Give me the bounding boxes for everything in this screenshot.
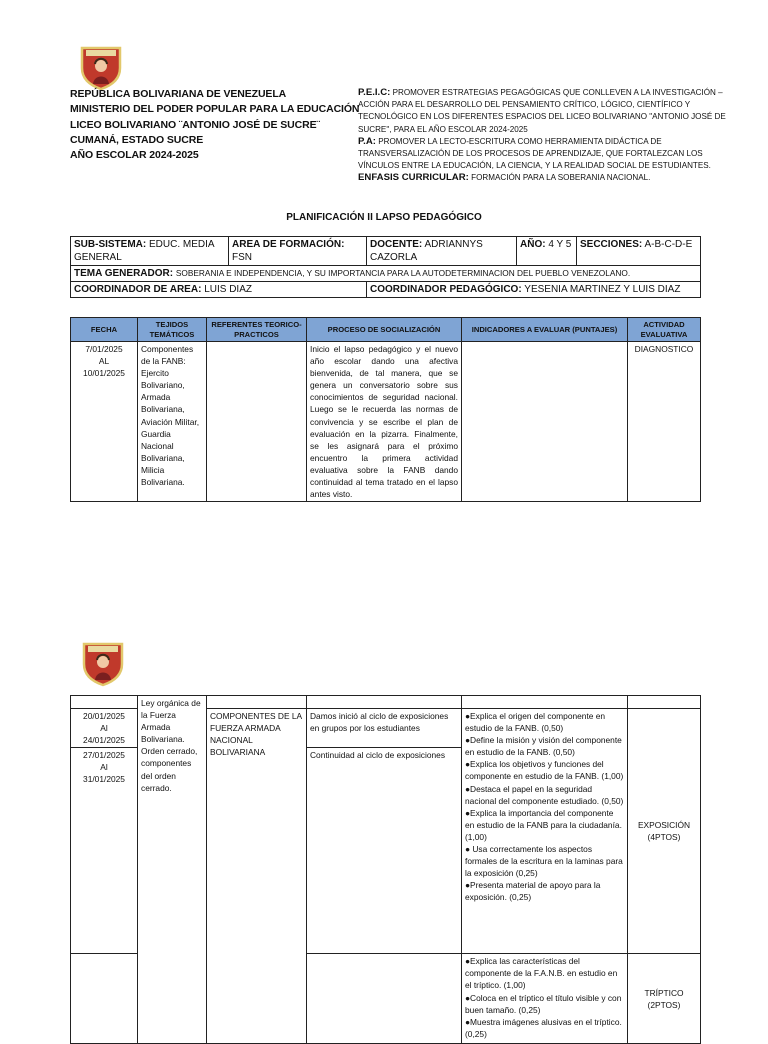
planning-table-continued bbox=[70, 695, 701, 1044]
referentes-cell: COMPONENTES DE LA FUERZA ARMADA NACIONAL BOLIVARIANA bbox=[207, 709, 307, 1044]
anio-cell: AÑO: 4 Y 5 bbox=[517, 237, 577, 266]
area-cell: AREA DE FORMACIÓN: FSN bbox=[229, 237, 367, 266]
pa-text: PROMOVER LA LECTO-ESCRITURA COMO HERRAMIENTA DIDÁCTICA DE TRANSVERSALIZACIÓN DE LOS PROCESOS DE APRENDIZAJE, QUE FORTALEZCAN LOS VÍNCULOS ENTRE LA EDUCACIÓN, LA CIENCIA, Y LA REALIDAD SOCIAL DE ESTUDIANTES. bbox=[358, 136, 711, 171]
coord-area-cell: COORDINADOR DE AREA: LUIS DIAZ bbox=[71, 282, 367, 298]
proceso-cell: Inicio el lapso pedagógico y el nuevo año escolar dando una afectiva bienvenida, de tal manera, que se genera un conversatorio sobre sus conocimientos de seguridad nacional. Luego se le recuerda las normas de convivencia y se escribe el plan de evaluación en la pizarra. Finalmente, se les asignará para el próximo encuentro la primera actividad evaluativa sobre la FANB dando continuidad al tema tratado en el lapso antes visto. bbox=[307, 342, 462, 502]
list-item: ●Explica las características del componente de la F.A.N.B. en estudio en el tríptico. (1,00) bbox=[465, 956, 618, 991]
info-table bbox=[70, 236, 701, 298]
school-crest-logo bbox=[80, 640, 126, 686]
header-proceso: PROCESO DE SOCIALIZACIÓN bbox=[307, 318, 462, 342]
tejidos-cell: Componentes de la FANB: Ejercito Bolivariano, Armada Bolivariana, Aviación Militar, Guardia Nacional Bolivariana, Milicia Bolivariana. bbox=[138, 342, 207, 502]
list-item: ●Destaca el papel en la seguridad nacional del componente estudiado. (0,50) bbox=[465, 783, 624, 806]
list-item: ●Define la misión y visión del componente en estudio de la FANB. (0,50) bbox=[465, 735, 622, 758]
coord-ped-cell: COORDINADOR PEDAGÓGICO: YESENIA MARTINEZ Y LUIS DIAZ bbox=[367, 282, 701, 298]
school-line: AÑO ESCOLAR 2024-2025 bbox=[70, 149, 199, 162]
list-item: ●Explica los objetivos y funciones del componente en estudio de la FANB. (1,00) bbox=[465, 759, 624, 782]
enfasis-text: FORMACIÓN PARA LA SOBERANIA NACIONAL. bbox=[471, 173, 651, 183]
school-crest-logo bbox=[78, 44, 124, 90]
tejidos-cell: Ley orgánica de la Fuerza Armada Bolivariana. Orden cerrado, componentes del orden cerrado. bbox=[138, 696, 207, 1044]
table-row bbox=[71, 342, 701, 502]
indicadores-cell bbox=[462, 954, 628, 1044]
secciones-cell: SECCIONES: A-B-C-D-E bbox=[577, 237, 701, 266]
header-indicadores: INDICADORES A EVALUAR (PUNTAJES) bbox=[462, 318, 628, 342]
header-fecha: FECHA bbox=[71, 318, 138, 342]
actividad-cell: DIAGNOSTICO bbox=[628, 342, 701, 502]
peic-section bbox=[358, 87, 738, 185]
list-item: ● Usa correctamente los aspectos formales de la escritura en la laminas para la exposición (0,25) bbox=[465, 844, 623, 879]
list-item: ●Explica el origen del componente en estudio de la FANB. (0,50) bbox=[465, 711, 606, 734]
list-item: ●Presenta material de apoyo para la exposición. (0,25) bbox=[465, 880, 601, 903]
school-line: REPÚBLICA BOLIVARIANA DE VENEZUELA bbox=[70, 88, 287, 100]
school-line: CUMANÁ, ESTADO SUCRE bbox=[70, 133, 204, 146]
fecha-cell: 7/01/2025 AL 10/01/2025 bbox=[71, 342, 138, 502]
peic-label: P.E.I.C: bbox=[358, 87, 391, 98]
fecha-cell: 20/01/2025 Al 24/01/2025 bbox=[71, 709, 138, 748]
header-actividad: ACTIVIDAD EVALUATIVA bbox=[628, 318, 701, 342]
actividad-cell: TRÍPTICO (2PTOS) bbox=[628, 954, 701, 1044]
subsistema-cell: SUB-SISTEMA: EDUC. MEDIA GENERAL bbox=[71, 237, 229, 266]
peic-text: PROMOVER ESTRATEGIAS PEGAGÓGICAS QUE CONLLEVEN A LA INVESTIGACIÓN – ACCIÓN PARA EL DESARROLLO DEL PENSAMIENTO CRÍTICO, LÓGICO, CIENTÍFICO Y TECNOLÓGICO EN LOS DIFERENTES ESPACIOS DEL LICEO BOLIVARIANO "ANTONIO JOSÉ DE SUCRE", PARA EL AÑO ESCOLAR 2024-2025 bbox=[358, 88, 726, 134]
list-item: ●Coloca en el tríptico el título visible y con buen tamaño. (0,25) bbox=[465, 992, 622, 1015]
proceso-cell: Continuidad al ciclo de exposiciones bbox=[307, 748, 462, 954]
header-referentes: REFERENTES TEORICO-PRACTICOS bbox=[207, 318, 307, 342]
planning-table bbox=[70, 317, 701, 502]
header-tejidos: TEJIDOS TEMÁTICOS bbox=[138, 318, 207, 342]
school-header bbox=[70, 87, 360, 163]
proceso-cell: Damos inició al ciclo de exposiciones en grupos por los estudiantes bbox=[307, 709, 462, 748]
list-item: ●Explica la importancia del componente en estudio de la FANB para la ciudadanía. (1,00) bbox=[465, 807, 622, 842]
school-line: LICEO BOLIVARIANO ¨ANTONIO JOSÉ DE SUCRE¨ bbox=[70, 118, 320, 131]
school-line: MINISTERIO DEL PODER POPULAR PARA LA EDUCACIÓN bbox=[70, 103, 360, 116]
indicadores-cell bbox=[462, 342, 628, 502]
plan-title: PLANIFICACIÓN II LAPSO PEDAGÓGICO bbox=[286, 212, 482, 223]
enfasis-label: ENFASIS CURRICULAR: bbox=[358, 172, 469, 184]
pa-label: P.A: bbox=[358, 135, 376, 147]
referentes-cell bbox=[207, 342, 307, 502]
fecha-cell: 27/01/2025 Al 31/01/2025 bbox=[71, 748, 138, 954]
docente-cell: DOCENTE: ADRIANNYS CAZORLA bbox=[367, 237, 517, 266]
actividad-cell: EXPOSICIÓN (4PTOS) bbox=[628, 709, 701, 954]
tema-cell: TEMA GENERADOR: SOBERANIA E INDEPENDENCIA, Y SU IMPORTANCIA PARA LA AUTODETERMINACION DEL PUEBLO VENEZOLANO. bbox=[71, 266, 701, 282]
list-item: ●Muestra imágenes alusivas en el tríptico. (0,25) bbox=[465, 1016, 622, 1039]
indicadores-cell bbox=[462, 709, 628, 954]
